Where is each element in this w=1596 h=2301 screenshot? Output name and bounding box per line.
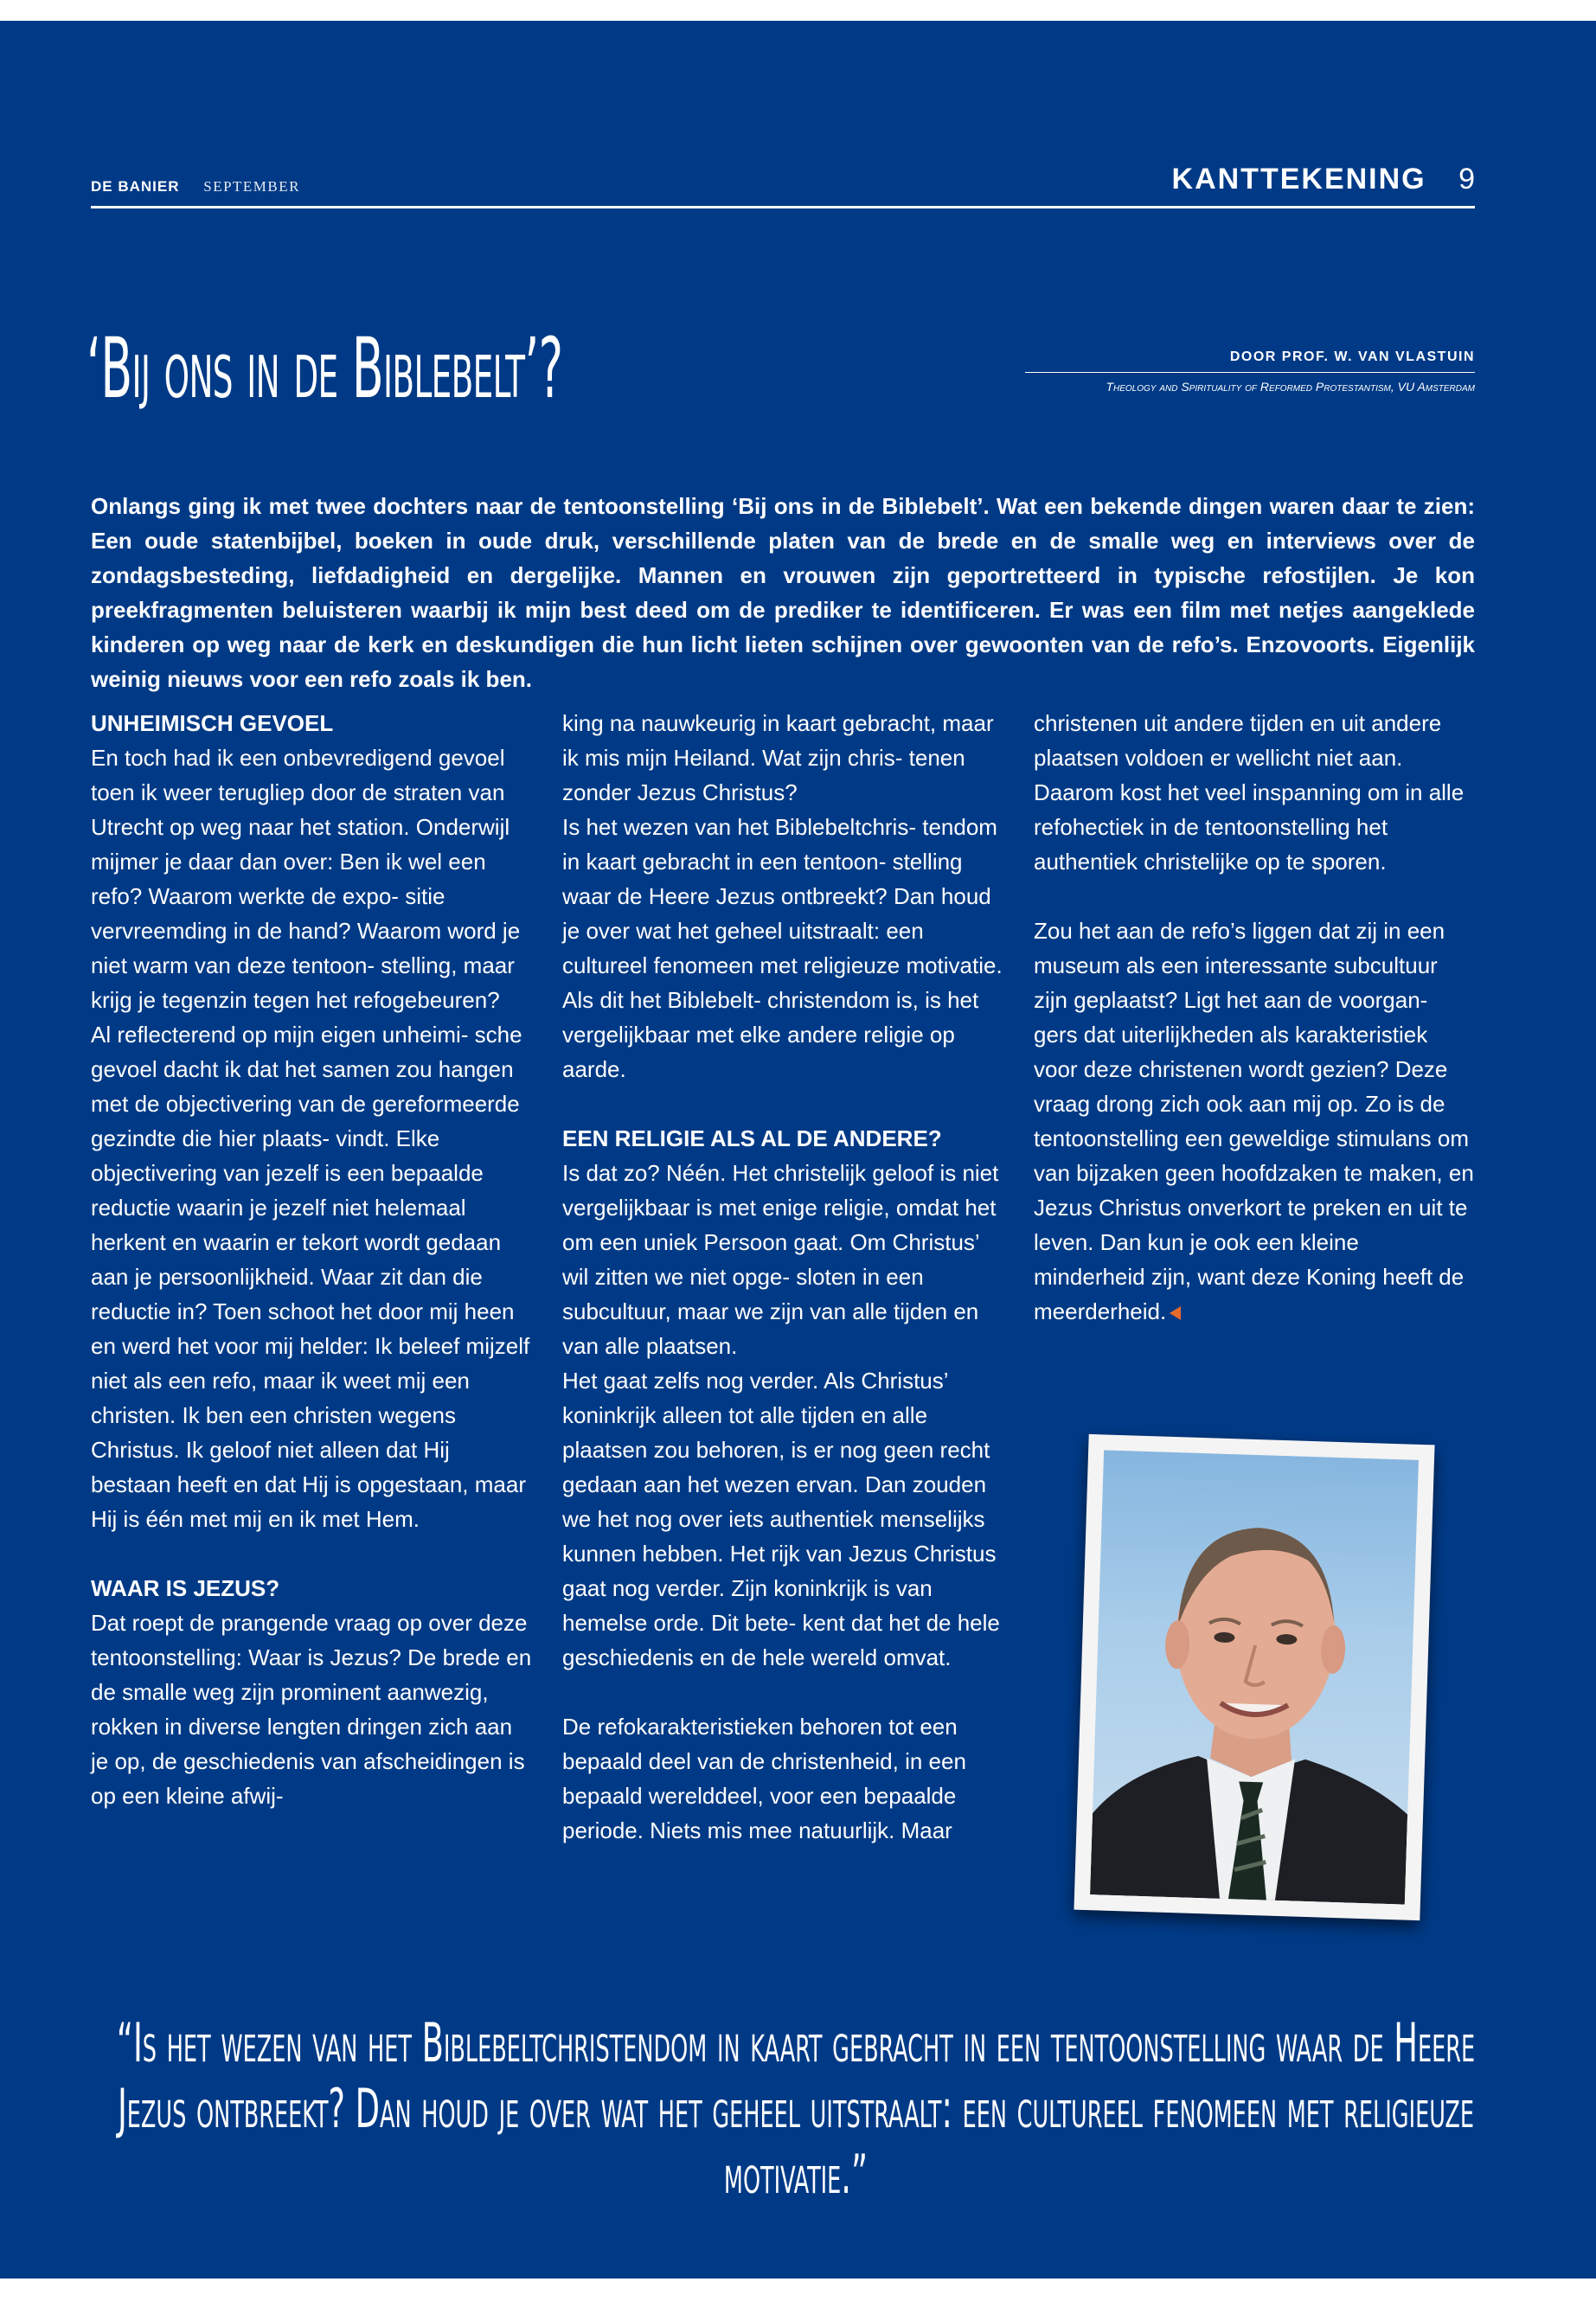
- page-header: [91, 145, 1475, 208]
- section-name: KANTTEKENING: [1171, 163, 1426, 195]
- header-left: [91, 178, 300, 195]
- paragraph: Het gaat zelfs nog verder. Als Christus’ koninkrijk alleen tot alle tijden en alle plaatsen zou behoren, is er nog geen recht gedaan aan het wezen ervan. Dan zouden we het nog over iets authentiek menselijks kunnen hebben. Het rijk van Jezus Christus gaat nog verder. Zijn koninkrijk is van hemelse orde. Dit bete- kent dat het de hele geschiedenis en de hele wereld omvat.: [562, 1368, 1000, 1670]
- pull-quote-text: “Is het wezen van het Biblebeltchristendom in kaart gebracht in een tentoonstelling waar de Heere Jezus ontbreekt? Dan houd je over wat het geheel uitstraalt: een cultureel fenomeen met religieuze motivatie.”: [116, 2011, 1476, 2206]
- paragraph: Is het wezen van het Biblebeltchris- tendom in kaart gebracht in een tentoon- stelling waar de Heere Jezus ontbreekt? Dan houd je over wat het geheel uitstraalt: een cultureel fenomeen met religieuze motivatie. Als dit het Biblebelt- christendom is, is het vergelijkbaar met elke andere religie op aarde.: [562, 814, 1003, 1082]
- paragraph-gap: [1034, 879, 1475, 913]
- paragraph: Is dat zo? Néén. Het christelijk geloof is niet vergelijkbaar is met enige religie, omdat het om een uniek Persoon gaat. Om Christus’ wil zitten we niet opge- sloten in een subcultuur, maar we zijn van alle tijden en van alle plaatsen.: [562, 1160, 999, 1359]
- paragraph-text: Zou het aan de refo’s liggen dat zij in een museum als een interessante subcultuur zijn geplaatst? Ligt het aan de voorgan- gers dat uiterlijkheden als karakteristiek voor deze christenen wordt gezien? Deze vraag drong zich ook aan mij op. Zo is de tentoonstelling een geweldige stimulans om van bijzaken geen hoofdzaken te maken, en Jezus Christus onverkort te preken en uit te leven. Dan kun je ook een kleine minderheid zijn, want deze Koning heeft de meerderheid.: [1034, 918, 1474, 1324]
- author-portrait-image: [1090, 1450, 1419, 1904]
- page-number: 9: [1458, 163, 1475, 195]
- paragraph-gap: [562, 1086, 1003, 1121]
- paragraph: christenen uit andere tijden en uit andere plaatsen voldoen er wellicht niet aan. Daarom kost het veel inspanning om in alle refohectiek in de tentoonstelling het authentiek christelijke op te sporen.: [1034, 710, 1465, 875]
- paragraph-gap: [562, 1675, 1003, 1709]
- header-right: [1172, 163, 1475, 196]
- paragraph-gap: [91, 1536, 532, 1571]
- paragraph: Dat roept de prangende vraag op over deze tentoonstelling: Waar is Jezus? De brede en de smalle weg zijn prominent aanwezig, rokken in diverse lengten dringen zich aan je op, de geschiedenis van afscheidingen is op een kleine afwij-: [91, 1610, 532, 1809]
- subheading-unheimisch: UNHEIMISCH GEVOEL: [91, 710, 334, 736]
- portrait-illustration: [1090, 1450, 1419, 1904]
- paragraph: De refokarakteristieken behoren tot een bepaald deel van de christenheid, in een bepaald werelddeel, voor een bepaalde periode. Niets mis mee natuurlijk. Maar: [562, 1714, 966, 1843]
- paragraph: king na nauwkeurig in kaart gebracht, maar ik mis mijn Heiland. Wat zijn chris- tenen zonder Jezus Christus?: [562, 710, 994, 805]
- subheading-waar-is-jezus: WAAR IS JEZUS?: [91, 1575, 280, 1601]
- magazine-name: DE BANIER: [91, 178, 180, 195]
- intro-paragraph: Onlangs ging ik met twee dochters naar de tentoonstelling ‘Bij ons in de Biblebelt’. Wat een bekende dingen waren daar te zien: Een oude statenbijbel, boeken in oude druk, verschillende platen van de brede en de smalle weg en interviews over de zondagsbesteding, liefdadigheid en dergelijke. Mannen en vrouwen zijn geportretteerd in typische refostijlen. Je kon preekfragmenten beluisteren waarbij ik mijn best deed om de prediker te identificeren. Er was een film met netjes aangeklede kinderen op weg naar de kerk en deskundigen die hun licht lieten schijnen over gewoonten van de refo’s. Enzovoorts. Eigenlijk weinig nieuws voor een refo zoals ik ben.: [91, 493, 1475, 692]
- author-photo-frame: [1074, 1434, 1434, 1920]
- column-2: [562, 706, 1003, 1848]
- end-of-article-icon: [1170, 1306, 1181, 1320]
- paragraph-final: [1034, 913, 1475, 1329]
- pull-quote: [91, 2010, 1501, 2208]
- byline-author: DOOR PROF. W. VAN VLASTUIN: [1025, 349, 1475, 373]
- subheading-religie: EEN RELIGIE ALS AL DE ANDERE?: [562, 1125, 942, 1151]
- column-1: [91, 706, 532, 1813]
- article-title: ‘Bij ons in de Biblebelt’?: [87, 320, 563, 418]
- paragraph: Al reflecterend op mijn eigen unheimi- sche gevoel dacht ik dat het samen zou hangen met de objectivering van de gereformeerde gezindte die hier plaats- vindt. Elke objectivering van jezelf is een bepaalde reductie waarin je jezelf niet helemaal herkent en waarin er tekort wordt gedaan aan je persoonlijkheid. Waar zit dan die reductie in? Toen schoot het door mij heen en werd het voor mij helder: Ik beleef mijzelf niet als een refo, maar ik weet mij een christen. Ik ben een christen wegens Christus. Ik geloof niet alleen dat Hij bestaan heeft en dat Hij is opgestaan, maar Hij is één met mij en ik met Hem.: [91, 1022, 530, 1532]
- issue-month: SEPTEMBER: [203, 178, 300, 195]
- column-3: [1034, 706, 1475, 1329]
- paragraph: En toch had ik een onbevredigend gevoel toen ik weer terugliep door de straten van Utrecht op weg naar het station. Onderwijl mijmer je daar dan over: Ben ik wel een refo? Waarom werkte de expo- sitie vervreemding in de hand? Waarom word je niet warm van deze tentoon- stelling, maar krijg je tegenzin tegen het refogebeuren?: [91, 745, 521, 1013]
- byline-role: Theology and Spirituality of Reformed Protestantism, VU Amsterdam: [1106, 380, 1475, 394]
- magazine-page: [0, 21, 1596, 2279]
- byline: [1025, 349, 1475, 394]
